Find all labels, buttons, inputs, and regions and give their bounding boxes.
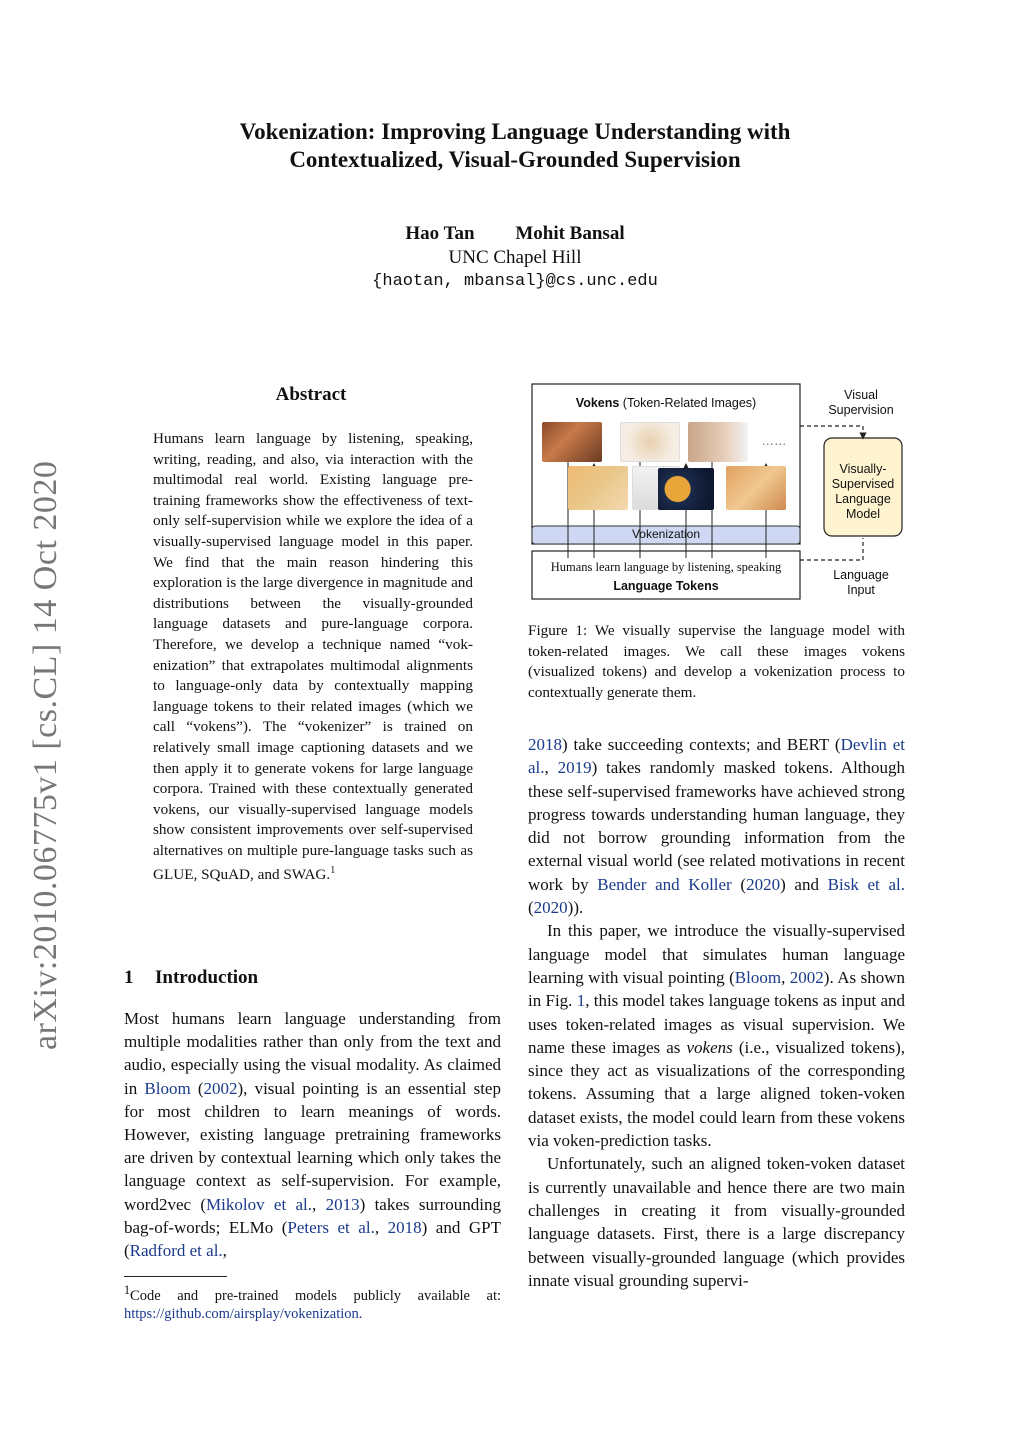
footnote-text: Code and pre-trained models publicly available at: [130, 1287, 501, 1304]
text: In this paper, we introduce the visually-supervised language model that simulates human language learning with visual pointing ( [528, 921, 905, 987]
visual-supervision-label [820, 388, 902, 418]
label-line: Visually- [839, 462, 887, 476]
text: ), visual pointing is an essential step for most children to learn meanings of words. However, existing language pretraining frameworks are driven by contextual learning which only takes the language context as self-supervision. For example, word2vec ( [124, 1078, 501, 1214]
emphasis: vokens [686, 1037, 733, 1057]
vokens-bold: Vokens [575, 396, 620, 410]
abstract-text [153, 429, 473, 886]
word-cloud-image [620, 422, 680, 462]
footnote-mark: 1 [124, 1283, 131, 1297]
citation-link[interactable]: Bloom [144, 1078, 191, 1098]
arxiv-stamp: arXiv:2010.06775v1 [cs.CL] 14 Oct 2020 [27, 460, 64, 1050]
text: , [374, 1217, 388, 1237]
text: ( [528, 898, 534, 918]
affiliation: UNC Chapel Hill [448, 247, 582, 268]
text: Most humans learn language understanding from multiple modalities rather than only from the text and audio, especially using the visual modality. As claimed in [124, 1009, 501, 1098]
kids-writing-image [726, 466, 786, 510]
citation-link[interactable]: Peters et al. [287, 1217, 375, 1237]
intro-right-column [528, 733, 905, 1292]
author-name-1: Hao Tan [405, 223, 475, 244]
citation-link[interactable]: 2018 [528, 735, 562, 754]
text: , [544, 758, 558, 778]
text: (i.e., visualized tokens), since they act as visualizations of the corresponding tokens. Assuming that a large aligned token-voken dataset exists, the model could learn from these vokens via voken-prediction tasks. [528, 1037, 905, 1151]
tokens-label: Language Tokens [613, 579, 719, 593]
language-input-label [820, 568, 902, 598]
citation-link[interactable]: 2020 [746, 874, 781, 894]
title-line-1: Vokenization: Improving Language Understanding with [239, 119, 791, 144]
section-number: 1 [124, 967, 134, 988]
footnote [124, 1281, 501, 1323]
paper-title [150, 118, 880, 174]
abstract-body: Humans learn language by listening, speaking, writing, reading, and also, via interaction with the multimodal real world. Existing language pre-training frameworks show the effectiveness of text-only self-supervision while we explore the idea of a visually-supervised language model in this paper. We find that the main reason hindering this exploration is the large divergence in magnitude and distributions between the visually-grounded language datasets and pure-language corpora. Therefore, we develop a technique named “vokenization” that extrapolates multimodal alignments to language-only data by contextually mapping language tokens to their related images (which we call “vokens”). The “vokenizer” is trained on relatively small image captioning datasets and we then apply it to generate vokens for large language corpora. Trained with these contextually generated vokens, our visually-supervised language models show consistent improvements over self-supervised alternatives on multiple pure-language tasks such as GLUE, SQuAD, and SWAG. [153, 430, 473, 884]
citation-link[interactable]: Bender and Koller [597, 874, 732, 894]
github-link[interactable]: https://github.com/airsplay/vokenization. [124, 1305, 363, 1322]
citation-link[interactable]: 2019 [557, 758, 592, 778]
label-line: Language [835, 492, 891, 506]
text: , [312, 1194, 326, 1214]
text: ) takes randomly masked tokens. Although these self-supervised frameworks have achieved strong progress towards understanding human language, they did not borrow grounding information from the external visual world (see related motivations in recent work by [528, 758, 906, 894]
citation-link[interactable]: Bisk et al. [827, 874, 905, 894]
label-line: Input [847, 583, 875, 597]
text: ) takes surrounding bag-of-words; ELMo ( [124, 1194, 501, 1237]
abstract-heading: Abstract [275, 384, 347, 405]
text: , [781, 967, 790, 987]
citation-link[interactable]: 2020 [533, 898, 568, 918]
text: ( [190, 1078, 204, 1098]
text: ) and [780, 874, 828, 894]
text: ( [731, 874, 747, 894]
citation-link[interactable]: Radford et al. [129, 1241, 223, 1261]
author-name-2: Mohit Bansal [515, 223, 625, 244]
paragraph [528, 733, 905, 919]
text: , this model takes language tokens as input and uses token-related images as visual supervision. We name these images as [528, 991, 905, 1057]
footnote-ref[interactable]: 1 [330, 865, 336, 877]
figure-link[interactable]: 1 [576, 991, 586, 1011]
citation-link[interactable]: 2013 [325, 1194, 360, 1214]
model-label [824, 462, 902, 522]
author-block [150, 222, 880, 294]
token-sentence: Humans learn language by listening, speaking [550, 560, 782, 574]
label-line: Visual [844, 388, 878, 402]
figure-caption: Figure 1: We visually supervise the language model with token-related images. We call these images vokens (visualized tokens) and develop a vokenization process to contextually generate them. [528, 622, 905, 701]
ear-image [688, 422, 748, 462]
section-heading [124, 967, 258, 989]
citation-link[interactable]: 2002 [789, 967, 824, 987]
text: )). [567, 898, 584, 918]
paragraph [528, 919, 905, 1152]
footnote-divider [124, 1276, 227, 1277]
text: , [222, 1241, 227, 1261]
vokens-label [532, 396, 800, 411]
vokenization-label: Vokenization [631, 527, 701, 541]
text: ) and GPT ( [124, 1217, 501, 1261]
label-line: Supervised [831, 477, 895, 491]
citation-link[interactable]: Mikolov et al. [206, 1194, 313, 1214]
vokens-rest: (Token-Related Images) [619, 396, 757, 410]
citation-link[interactable]: Bloom [734, 967, 782, 987]
section-title: Introduction [155, 967, 259, 988]
ellipsis: …… [761, 434, 787, 448]
brain-image [658, 468, 714, 510]
author-names [150, 222, 880, 246]
paragraph: Unfortunately, such an aligned token-voken dataset is currently unavailable and hence there are two main challenges in creating it from visually-grounded language datasets. First, there is a large discrepancy between visually-grounded language (which provides innate visual grounding supervi- [528, 1154, 905, 1290]
email: {haotan, mbansal}@cs.unc.edu [372, 272, 658, 291]
crowd-image [542, 422, 602, 462]
title-line-2: Contextualized, Visual-Grounded Supervision [289, 147, 741, 172]
text: ) take succeeding contexts; and BERT ( [562, 735, 841, 754]
children-reading-image [568, 466, 628, 510]
figure-1 [528, 380, 908, 606]
label-line: Supervision [828, 403, 894, 417]
citation-link[interactable]: 2018 [387, 1217, 422, 1237]
text: ). As shown in Fig. [528, 967, 906, 1011]
label-line: Language [833, 568, 889, 582]
label-line: Model [845, 507, 881, 521]
citation-link[interactable]: Devlin et al. [528, 735, 905, 778]
citation-link[interactable]: 2002 [203, 1078, 238, 1098]
intro-left-column [124, 1007, 501, 1262]
